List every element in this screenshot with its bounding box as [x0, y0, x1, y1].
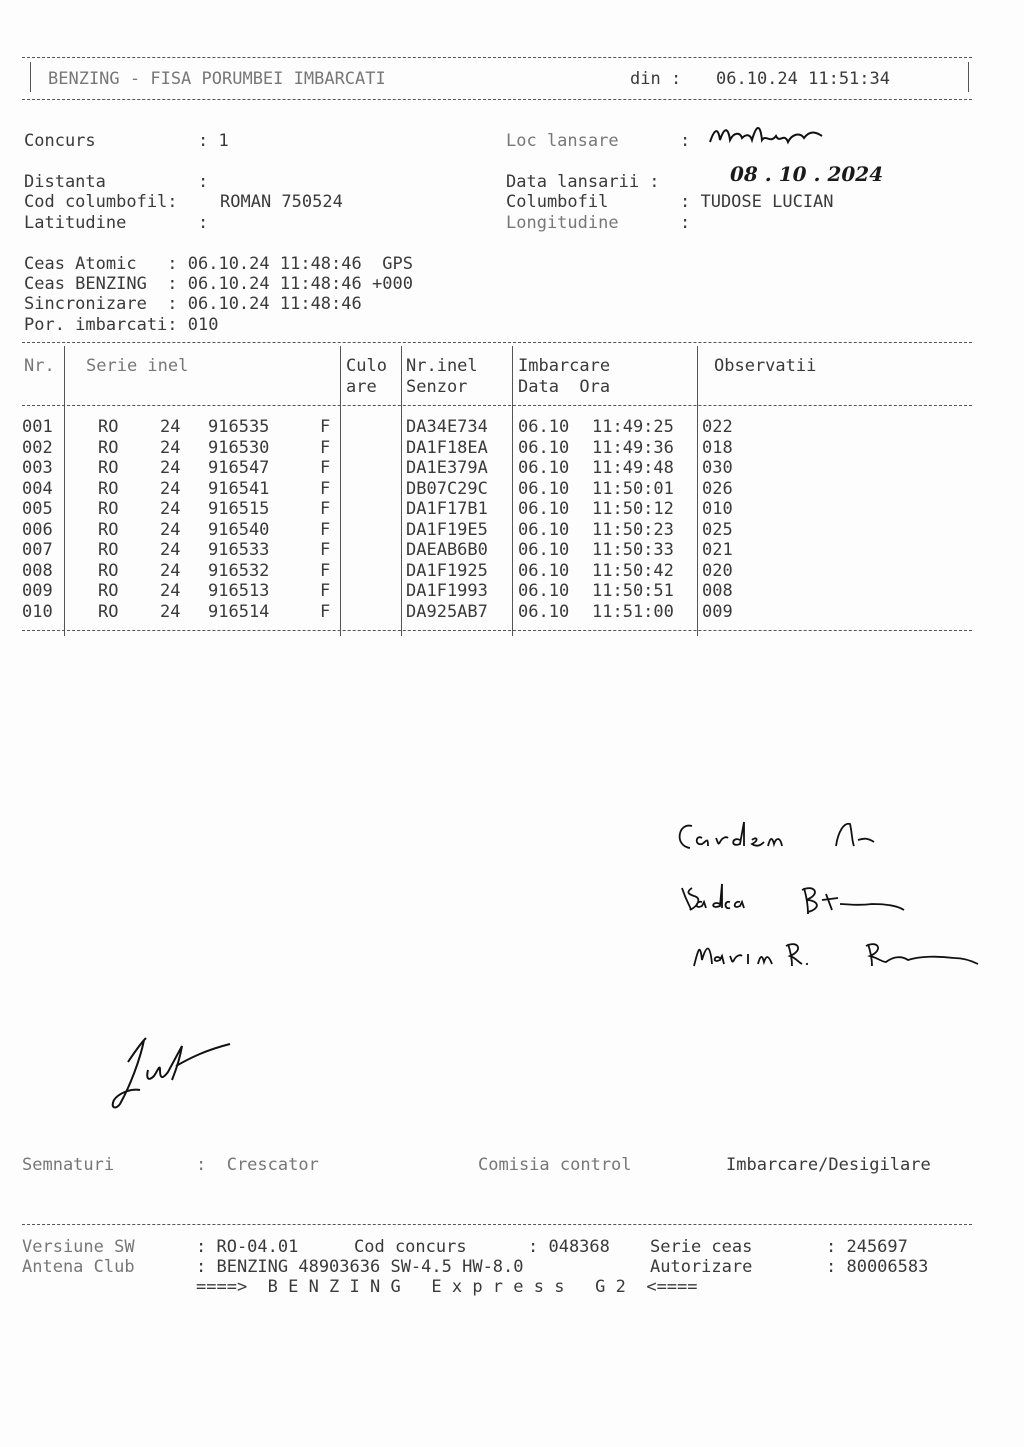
cell-time: 11:50:51 — [592, 581, 674, 601]
table-top-rule — [22, 342, 972, 343]
cell-date: 06.10 — [518, 581, 570, 601]
table-header-rule — [22, 405, 972, 406]
cell-country: RO — [98, 540, 119, 560]
col-header-serie: Serie inel — [86, 356, 189, 376]
table-row — [22, 540, 972, 560]
cell-observatii: 020 — [702, 560, 733, 581]
cell-observatii: 009 — [702, 601, 733, 622]
cell-sex: F — [320, 437, 331, 458]
cell-sensor: DA1F1925 — [406, 560, 488, 581]
cell-ring: 916530 — [208, 437, 270, 458]
cell-sex: F — [320, 417, 331, 437]
comisia-control-label: Comisia control — [478, 1155, 632, 1175]
table-row — [22, 458, 972, 478]
cell-observatii: 008 — [702, 581, 733, 601]
col-header-observatii: Observatii — [714, 356, 817, 376]
signature-crescator — [100, 1030, 240, 1120]
header-din-label: din : — [630, 69, 682, 89]
cell-country: RO — [98, 581, 119, 601]
versiune-sw-label: Versiune SW — [22, 1237, 135, 1257]
benzing-banner: ====> B E N Z I N G E x p r e s s G 2 <==== — [196, 1277, 698, 1297]
antena-club-value: : BENZING 48903636 SW-4.5 HW-8.0 — [196, 1257, 524, 1277]
signature-committee-2 — [672, 876, 932, 926]
cell-sex: F — [320, 540, 331, 560]
table-row — [22, 561, 972, 581]
cell-date: 06.10 — [518, 478, 570, 499]
cell-year: 24 — [160, 499, 181, 519]
cell-observatii: 026 — [702, 478, 733, 499]
cell-nr: 006 — [22, 519, 53, 540]
footer-rule — [22, 1224, 972, 1225]
longitudine-label: Longitudine — [506, 213, 619, 233]
cell-country: RO — [98, 560, 119, 581]
distanta-value: : — [198, 172, 209, 192]
cell-year: 24 — [160, 540, 181, 560]
porumbei-imbarcati: Por. imbarcati: 010 — [24, 315, 219, 335]
cell-sex: F — [320, 581, 331, 601]
ceas-atomic: Ceas Atomic : 06.10.24 11:48:46 GPS — [24, 254, 413, 274]
cell-sex: F — [320, 560, 331, 581]
distanta-label: Distanta — [24, 172, 106, 192]
cell-time: 11:49:36 — [592, 437, 674, 458]
concurs-label: Concurs — [24, 131, 96, 151]
concurs-value: : 1 — [198, 131, 229, 151]
cell-sex: F — [320, 601, 331, 622]
cell-date: 06.10 — [518, 601, 570, 622]
cell-date: 06.10 — [518, 458, 570, 478]
loc-lansare-colon: : — [680, 131, 691, 151]
cell-sensor: DA1F17B1 — [406, 499, 488, 519]
table-row — [22, 520, 972, 540]
ceas-benzing: Ceas BENZING : 06.10.24 11:48:46 +000 — [24, 274, 413, 294]
versiune-sw-value: : RO-04.01 — [196, 1237, 299, 1257]
cell-nr: 010 — [22, 601, 53, 622]
cell-sensor: DAEAB6B0 — [406, 540, 488, 560]
cell-year: 24 — [160, 601, 181, 622]
cell-observatii: 010 — [702, 499, 733, 519]
cell-observatii: 022 — [702, 417, 733, 437]
cod-columbofil-label: Cod columbofil: — [24, 192, 178, 212]
imbarcare-desigilare-label: Imbarcare/Desigilare — [726, 1155, 931, 1175]
cell-sensor: DA1F18EA — [406, 437, 488, 458]
cod-concurs-label: Cod concurs — [354, 1237, 467, 1257]
cell-time: 11:49:25 — [592, 417, 674, 437]
cell-observatii: 021 — [702, 540, 733, 560]
cell-country: RO — [98, 499, 119, 519]
cell-nr: 001 — [22, 417, 53, 437]
cell-nr: 002 — [22, 437, 53, 458]
cell-date: 06.10 — [518, 560, 570, 581]
loc-lansare-handwritten — [704, 120, 834, 150]
cell-time: 11:51:00 — [592, 601, 674, 622]
cell-date: 06.10 — [518, 437, 570, 458]
cell-observatii: 030 — [702, 458, 733, 478]
cell-sensor: DA34E734 — [406, 417, 488, 437]
loc-lansare-label: Loc lansare — [506, 131, 619, 151]
cell-year: 24 — [160, 581, 181, 601]
autorizare-label: Autorizare — [650, 1257, 753, 1277]
table-row — [22, 581, 972, 601]
cell-observatii: 018 — [702, 437, 733, 458]
cell-time: 11:50:42 — [592, 560, 674, 581]
cell-time: 11:50:33 — [592, 540, 674, 560]
columbofil-value: : TUDOSE LUCIAN — [680, 192, 834, 212]
cod-concurs-value: : 048368 — [528, 1237, 610, 1257]
latitudine-value: : — [198, 213, 209, 233]
col-header-inel: Nr.inel — [406, 356, 478, 376]
cell-sensor: DA1F1993 — [406, 581, 488, 601]
table-row — [22, 417, 972, 437]
cell-year: 24 — [160, 417, 181, 437]
cell-year: 24 — [160, 560, 181, 581]
cell-year: 24 — [160, 519, 181, 540]
cell-date: 06.10 — [518, 499, 570, 519]
col-header-imbarcare: Imbarcare — [518, 356, 611, 376]
cell-time: 11:50:12 — [592, 499, 674, 519]
cell-sex: F — [320, 458, 331, 478]
cell-ring: 916514 — [208, 601, 270, 622]
antena-club-label: Antena Club — [22, 1257, 135, 1277]
cell-ring: 916540 — [208, 519, 270, 540]
cell-country: RO — [98, 601, 119, 622]
col-header-nr: Nr. — [24, 356, 55, 376]
cell-date: 06.10 — [518, 519, 570, 540]
header-din-value: 06.10.24 11:51:34 — [716, 69, 890, 89]
col-header-culo: Culo — [346, 356, 387, 376]
cell-year: 24 — [160, 458, 181, 478]
longitudine-value: : — [680, 213, 691, 233]
autorizare-value: : 80006583 — [826, 1257, 929, 1277]
signature-committee-3 — [688, 930, 988, 980]
cell-time: 11:49:48 — [592, 458, 674, 478]
cell-country: RO — [98, 417, 119, 437]
table-bottom-rule — [22, 630, 972, 631]
cell-sex: F — [320, 478, 331, 499]
cell-nr: 003 — [22, 458, 53, 478]
serie-ceas-value: : 245697 — [826, 1237, 908, 1257]
cod-columbofil-value: ROMAN 750524 — [220, 192, 343, 212]
cell-sensor: DA1E379A — [406, 458, 488, 478]
cell-sex: F — [320, 519, 331, 540]
cell-sex: F — [320, 499, 331, 519]
cell-year: 24 — [160, 437, 181, 458]
semnaturi-label: Semnaturi — [22, 1155, 115, 1175]
cell-year: 24 — [160, 478, 181, 499]
cell-country: RO — [98, 437, 119, 458]
cell-time: 11:50:01 — [592, 478, 674, 499]
cell-sensor: DB07C29C — [406, 478, 488, 499]
signature-committee-1 — [668, 812, 928, 862]
cell-ring: 916513 — [208, 581, 270, 601]
latitudine-label: Latitudine — [24, 213, 127, 233]
cell-country: RO — [98, 478, 119, 499]
table-row — [22, 602, 972, 622]
data-lansarii-handwritten: 08 . 10 . 2024 — [730, 162, 884, 186]
cell-date: 06.10 — [518, 540, 570, 560]
col-header-culo2: are — [346, 377, 377, 397]
crescator-label: : Crescator — [196, 1155, 319, 1175]
header-title: BENZING - FISA PORUMBEI IMBARCATI — [48, 69, 386, 89]
cell-observatii: 025 — [702, 519, 733, 540]
data-lansarii-label: Data lansarii : — [506, 172, 660, 192]
cell-ring: 916515 — [208, 499, 270, 519]
cell-time: 11:50:23 — [592, 519, 674, 540]
cell-nr: 009 — [22, 581, 53, 601]
header-bottom-rule — [22, 99, 972, 100]
cell-ring: 916533 — [208, 540, 270, 560]
cell-ring: 916532 — [208, 560, 270, 581]
cell-date: 06.10 — [518, 417, 570, 437]
table-row — [22, 438, 972, 458]
cell-sensor: DA925AB7 — [406, 601, 488, 622]
header-left-border — [30, 62, 31, 92]
col-header-imbarcare2: Data Ora — [518, 377, 611, 397]
cell-ring: 916541 — [208, 478, 270, 499]
col-header-inel2: Senzor — [406, 377, 468, 397]
cell-ring: 916535 — [208, 417, 270, 437]
cell-sensor: DA1F19E5 — [406, 519, 488, 540]
sincronizare: Sincronizare : 06.10.24 11:48:46 — [24, 294, 362, 314]
cell-ring: 916547 — [208, 458, 270, 478]
cell-nr: 007 — [22, 540, 53, 560]
cell-country: RO — [98, 519, 119, 540]
cell-nr: 004 — [22, 478, 53, 499]
header-right-border — [968, 62, 969, 92]
table-row — [22, 499, 972, 519]
table-row — [22, 479, 972, 499]
serie-ceas-label: Serie ceas — [650, 1237, 753, 1257]
header-top-rule — [22, 57, 972, 58]
cell-country: RO — [98, 458, 119, 478]
cell-nr: 005 — [22, 499, 53, 519]
columbofil-label: Columbofil — [506, 192, 609, 212]
cell-nr: 008 — [22, 560, 53, 581]
